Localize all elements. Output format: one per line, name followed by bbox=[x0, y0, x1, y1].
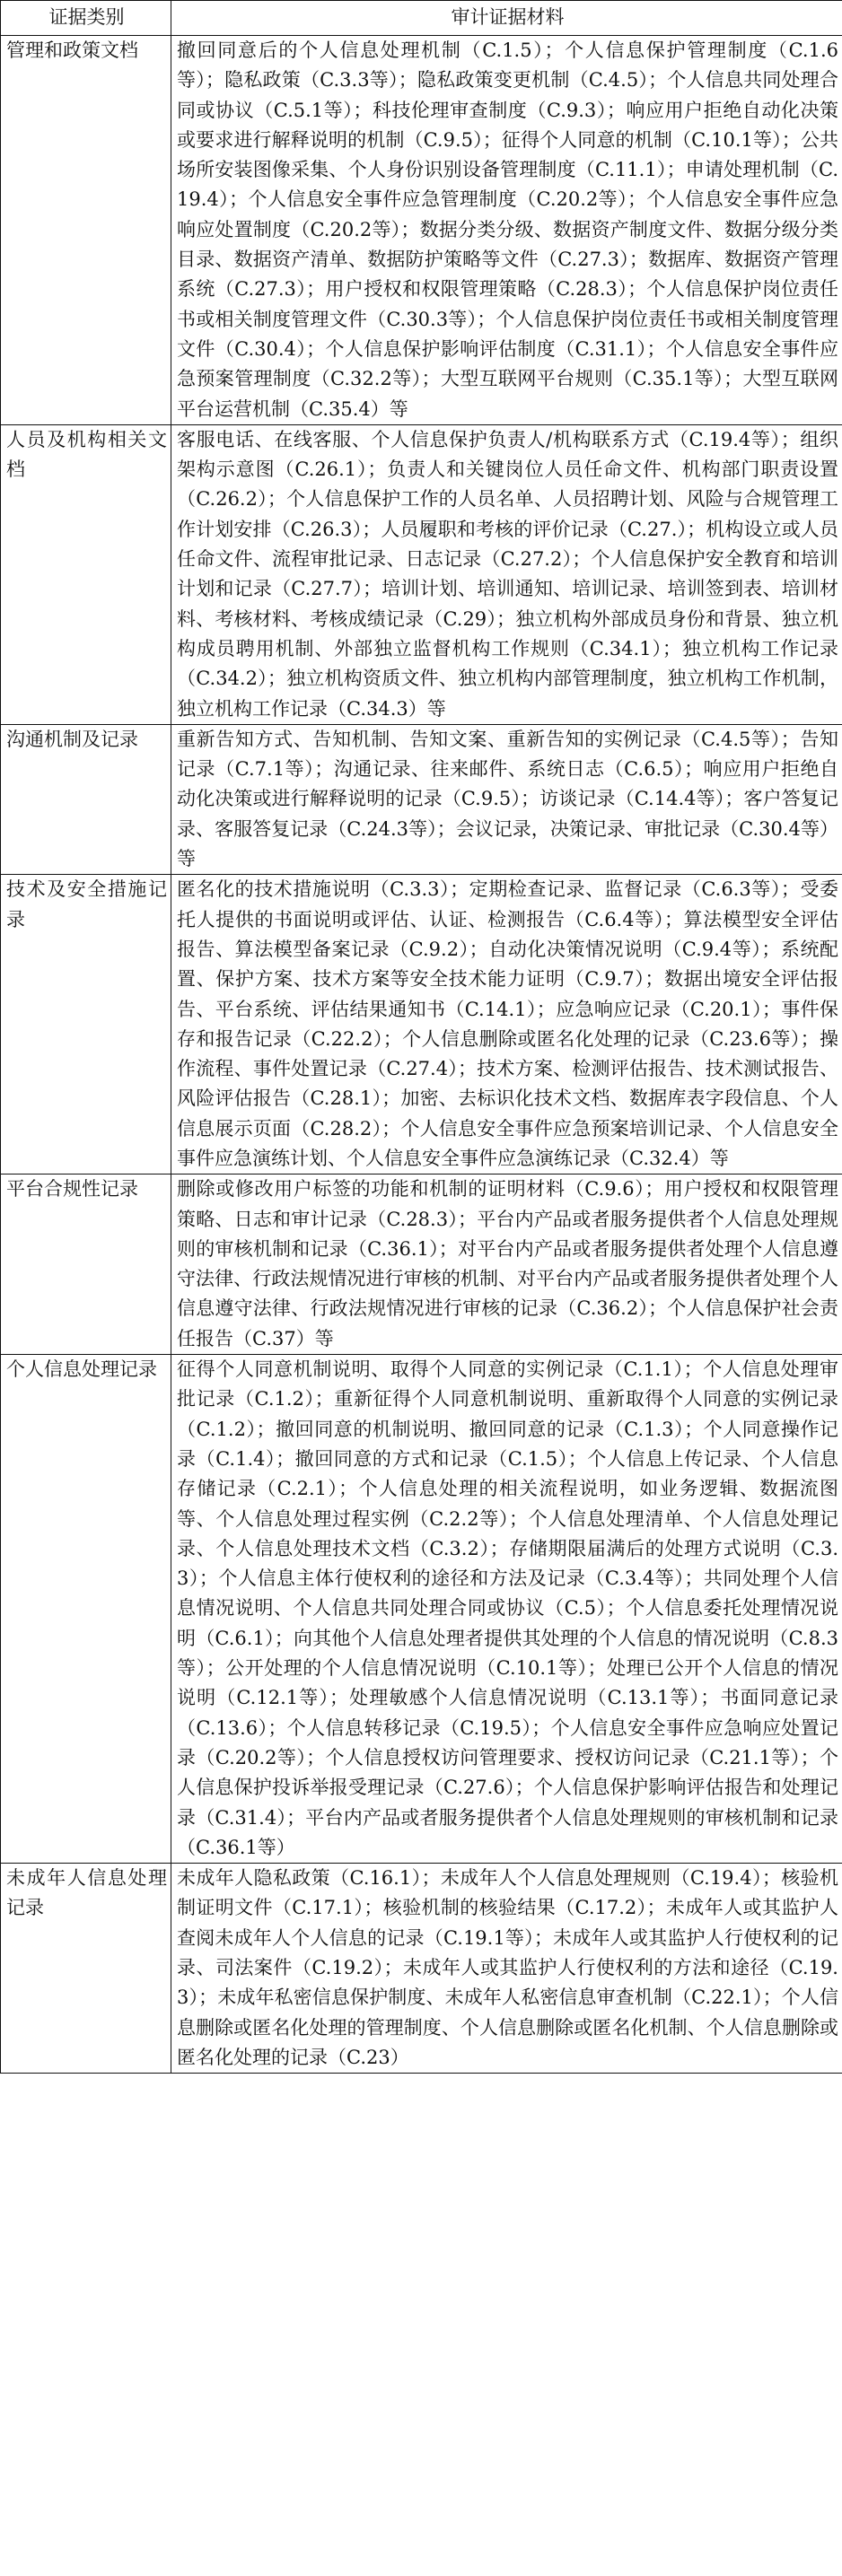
row-materials: 重新告知方式、告知机制、告知文案、重新告知的实例记录（C.4.5等）；告知记录（C.7.1等）；沟通记录、往来邮件、系统日志（C.6.5）；响应用户拒绝自动化决策或进行解释说明的记录（C.9.5）；访谈记录（C.14.4等）；客户答复记录、客服答复记录（C.24.3等）；会议记录，决策记录、审批记录（C.30.4等）等 bbox=[171, 724, 842, 874]
row-category: 沟通机制及记录 bbox=[1, 724, 171, 874]
table-row bbox=[1, 1174, 842, 1355]
header-category: 证据类别 bbox=[1, 1, 171, 36]
row-materials: 撤回同意后的个人信息处理机制（C.1.5）；个人信息保护管理制度（C.1.6等）；隐私政策（C.3.3等）；隐私政策变更机制（C.4.5）；个人信息共同处理合同或协议（C.5.1等）；科技伦理审查制度（C.9.3）；响应用户拒绝自动化决策或要求进行解释说明的机制（C.9.5）；征得个人同意的机制（C.10.1等）；公共场所安装图像采集、个人身份识别设备管理制度（C.11.1）；申请处理机制（C.19.4）；个人信息安全事件应急管理制度（C.20.2等）；个人信息安全事件应急响应处置制度（C.20.2等）；数据分类分级、数据资产制度文件、数据分级分类目录、数据资产清单、数据防护策略等文件（C.27.3）；数据库、数据资产管理系统（C.27.3）；用户授权和权限管理策略（C.28.3）；个人信息保护岗位责任书或相关制度管理文件（C.30.3等）；个人信息保护岗位责任书或相关制度管理文件（C.30.4）；个人信息保护影响评估制度（C.31.1）；个人信息安全事件应急预案管理制度（C.32.2等）；大型互联网平台规则（C.35.1等）；大型互联网平台运营机制（C.35.4）等 bbox=[171, 36, 842, 425]
row-category: 技术及安全措施记录 bbox=[1, 875, 171, 1174]
table-header-row bbox=[1, 1, 842, 36]
row-materials: 未成年人隐私政策（C.16.1）；未成年人个人信息处理规则（C.19.4）；核验机制证明文件（C.17.1）；核验机制的核验结果（C.17.2）；未成年人或其监护人查阅未成年人个人信息的记录（C.19.1等）；未成年人或其监护人行使权利的记录、司法案件（C.19.2）；未成年人或其监护人行使权利的方法和途径（C.19.3）；未成年私密信息保护制度、未成年人私密信息审查机制（C.22.1）；个人信息删除或匿名化处理的管理制度、个人信息删除或匿名化机制、个人信息删除或匿名化处理的记录（C.23） bbox=[171, 1864, 842, 2074]
row-materials: 删除或修改用户标签的功能和机制的证明材料（C.9.6）；用户授权和权限管理策略、日志和审计记录（C.28.3）；平台内产品或者服务提供者个人信息处理规则的审核机制和记录（C.36.1）；对平台内产品或者服务提供者处理个人信息遵守法律、行政法规情况进行审核的机制、对平台内产品或者服务提供者处理个人信息遵守法律、行政法规情况进行审核的记录（C.36.2）；个人信息保护社会责任报告（C.37）等 bbox=[171, 1174, 842, 1355]
row-category: 人员及机构相关文档 bbox=[1, 424, 171, 724]
row-materials: 客服电话、在线客服、个人信息保护负责人/机构联系方式（C.19.4等）；组织架构示意图（C.26.1）；负责人和关键岗位人员任命文件、机构部门职责设置（C.26.2）；个人信息保护工作的人员名单、人员招聘计划、风险与合规管理工作计划安排（C.26.3）；人员履职和考核的评价记录（C.27.）；机构设立或人员任命文件、流程审批记录、日志记录（C.27.2）；个人信息保护安全教育和培训计划和记录（C.27.7）；培训计划、培训通知、培训记录、培训签到表、培训材料、考核材料、考核成绩记录（C.29）；独立机构外部成员身份和背景、独立机构成员聘用机制、外部独立监督机构工作规则（C.34.1）；独立机构工作记录（C.34.2）；独立机构资质文件、独立机构内部管理制度，独立机构工作机制，独立机构工作记录（C.34.3）等 bbox=[171, 424, 842, 724]
row-category: 未成年人信息处理记录 bbox=[1, 1864, 171, 2074]
table-row bbox=[1, 875, 842, 1174]
table-row bbox=[1, 1355, 842, 1864]
row-category: 管理和政策文档 bbox=[1, 36, 171, 425]
table-row bbox=[1, 36, 842, 425]
row-materials: 征得个人同意机制说明、取得个人同意的实例记录（C.1.1）；个人信息处理审批记录（C.1.2）；重新征得个人同意机制说明、重新取得个人同意的实例记录（C.1.2）；撤回同意的机制说明、撤回同意的记录（C.1.3）；个人同意操作记录（C.1.4）；撤回同意的方式和记录（C.1.5）；个人信息上传记录、个人信息存储记录（C.2.1）；个人信息处理的相关流程说明，如业务逻辑、数据流图等、个人信息处理过程实例（C.2.2等）；个人信息处理清单、个人信息处理记录、个人信息处理技术文档（C.3.2）；存储期限届满后的处理方式说明（C.3.3）；个人信息主体行使权利的途径和方法及记录（C.3.4等）；共同处理个人信息情况说明、个人信息共同处理合同或协议（C.5）；个人信息委托处理情况说明（C.6.1）；向其他个人信息处理者提供其处理的个人信息的情况说明（C.8.3等）；公开处理的个人信息情况说明（C.10.1等）；处理已公开个人信息的情况说明（C.12.1等）；处理敏感个人信息情况说明（C.13.1等）；书面同意记录（C.13.6）；个人信息转移记录（C.19.5）；个人信息安全事件应急响应处置记录（C.20.2等）；个人信息授权访问管理要求、授权访问记录（C.21.1等）；个人信息保护投诉举报受理记录（C.27.6）；个人信息保护影响评估报告和处理记录（C.31.4）；平台内产品或者服务提供者个人信息处理规则的审核机制和记录（C.36.1等） bbox=[171, 1355, 842, 1864]
row-category: 平台合规性记录 bbox=[1, 1174, 171, 1355]
table-row bbox=[1, 424, 842, 724]
table-row bbox=[1, 724, 842, 874]
header-materials: 审计证据材料 bbox=[171, 1, 842, 36]
table-row bbox=[1, 1864, 842, 2074]
row-materials: 匿名化的技术措施说明（C.3.3）；定期检查记录、监督记录（C.6.3等）；受委托人提供的书面说明或评估、认证、检测报告（C.6.4等）；算法模型安全评估报告、算法模型备案记录（C.9.2）；自动化决策情况说明（C.9.4等）；系统配置、保护方案、技术方案等安全技术能力证明（C.9.7）；数据出境安全评估报告、平台系统、评估结果通知书（C.14.1）；应急响应记录（C.20.1）；事件保存和报告记录（C.22.2）；个人信息删除或匿名化处理的记录（C.23.6等）；操作流程、事件处置记录（C.27.4）；技术方案、检测评估报告、技术测试报告、风险评估报告（C.28.1）；加密、去标识化技术文档、数据库表字段信息、个人信息展示页面（C.28.2）；个人信息安全事件应急预案培训记录、个人信息安全事件应急演练计划、个人信息安全事件应急演练记录（C.32.4）等 bbox=[171, 875, 842, 1174]
row-category: 个人信息处理记录 bbox=[1, 1355, 171, 1864]
